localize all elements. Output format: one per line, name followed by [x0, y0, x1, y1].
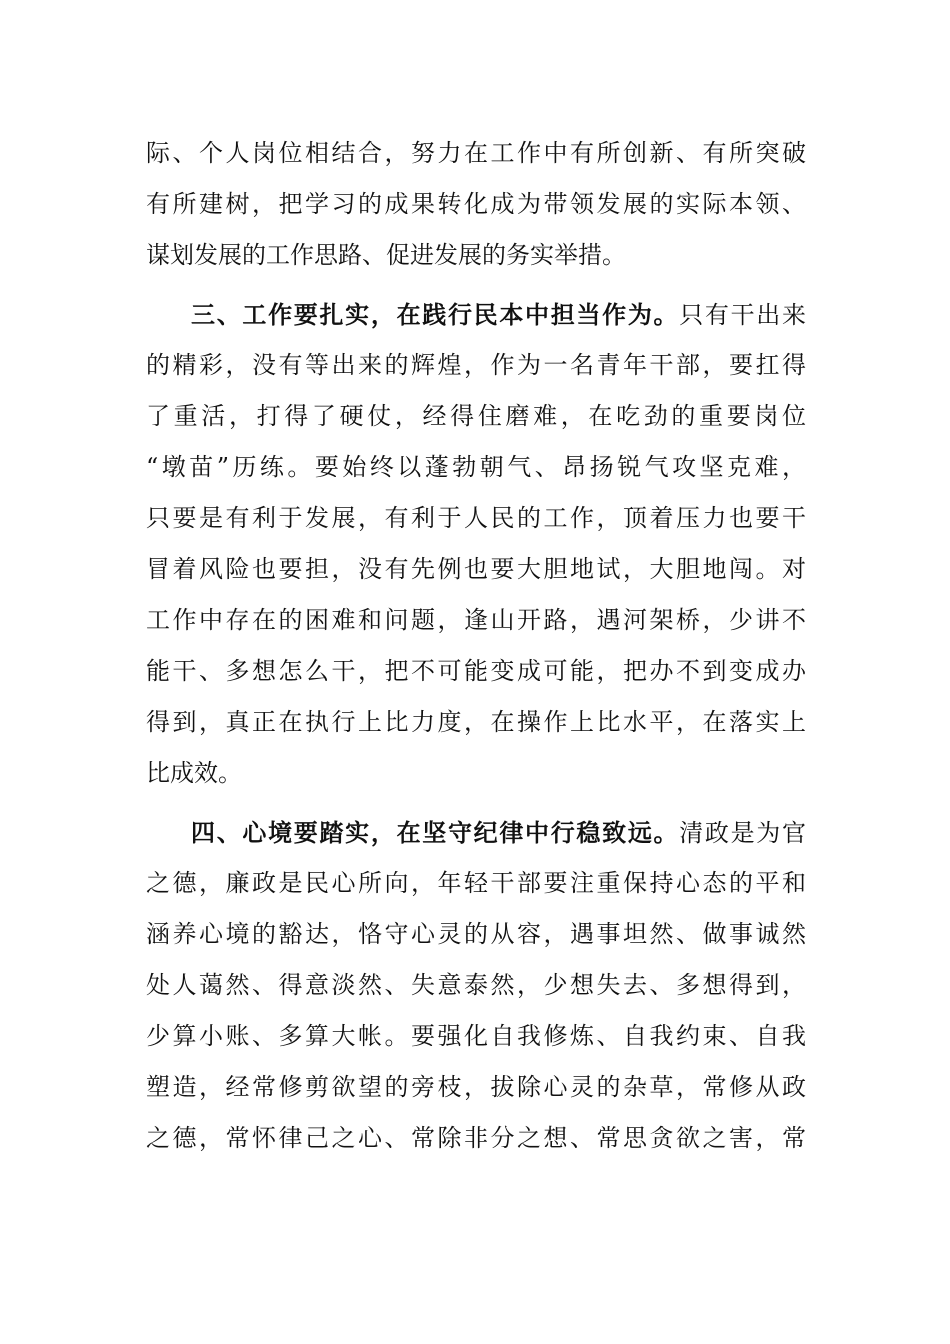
text-line: 少算小账、多算大帐。要强化自我修炼、自我约束、自我 — [146, 1022, 806, 1050]
text-line: 之德，廉政是民心所向，年轻干部要注重保持心态的平和 — [146, 869, 806, 897]
paragraph-1 — [146, 128, 806, 281]
heading-line-text: 清政是为官 — [679, 819, 807, 847]
section-heading: 三、工作要扎实，在践行民本中担当作为。 — [191, 300, 680, 329]
text-line: 了重活，打得了硬仗，经得住磨难，在吃劲的重要岗位 — [146, 402, 806, 430]
paragraph-gap — [146, 799, 806, 807]
text-line: 工作中存在的困难和问题，逢山开路，遇河架桥，少讲不 — [146, 606, 806, 634]
text-line: 有所建树，把学习的成果转化成为带领发展的实际本领、 — [146, 190, 806, 218]
text-line: “墩苗”历练。要始终以蓬勃朝气、昂扬锐气攻坚克难， — [146, 453, 806, 481]
heading-line-text: 只有干出来 — [679, 301, 807, 329]
text-line: 处人蔼然、得意淡然、失意泰然，少想失去、多想得到， — [146, 971, 806, 999]
paragraph-section-4 — [146, 807, 806, 1164]
text-line: 际、个人岗位相结合，努力在工作中有所创新、有所突破 — [146, 139, 806, 167]
section-heading-line — [146, 807, 806, 858]
text-line: 塑造，经常修剪欲望的旁枝，拔除心灵的杂草，常修从政 — [146, 1073, 806, 1101]
text-line: 冒着风险也要担，没有先例也要大胆地试，大胆地闯。对 — [146, 555, 806, 583]
text-line: 得到，真正在执行上比力度，在操作上比水平，在落实上 — [146, 708, 806, 736]
paragraph-gap — [146, 281, 806, 289]
paragraph-section-3 — [146, 289, 806, 799]
text-line: 比成效。 — [146, 759, 242, 787]
text-line: 之德，常怀律己之心、常除非分之想、常思贪欲之害，常 — [146, 1124, 806, 1152]
text-line: 涵养心境的豁达，恪守心灵的从容，遇事坦然、做事诚然 — [146, 920, 806, 948]
text-line: 能干、多想怎么干，把不可能变成可能，把办不到变成办 — [146, 657, 806, 685]
text-line: 的精彩，没有等出来的辉煌，作为一名青年干部，要扛得 — [146, 351, 806, 379]
text-line: 谋划发展的工作思路、促进发展的务实举措。 — [146, 241, 626, 269]
section-heading-line — [146, 289, 806, 340]
section-heading: 四、心境要踏实，在坚守纪律中行稳致远。 — [191, 818, 680, 847]
text-line: 只要是有利于发展，有利于人民的工作，顶着压力也要干 — [146, 504, 806, 532]
document-body — [146, 128, 806, 1164]
